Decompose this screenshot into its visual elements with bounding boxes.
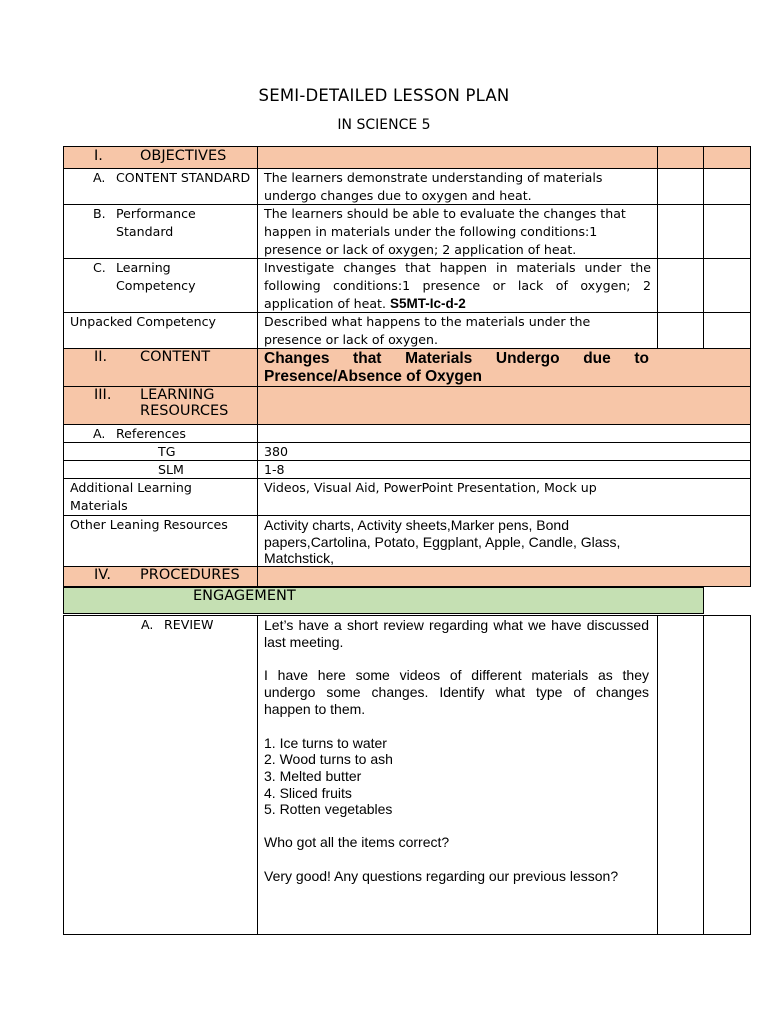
content-label: CONTENT — [140, 349, 211, 365]
content-header-cell — [63, 348, 258, 387]
slm-value-cell — [257, 460, 751, 479]
content-standard-marker: A. — [93, 170, 106, 185]
procedures-number: IV. — [94, 567, 111, 583]
tg-label: TG — [158, 444, 176, 459]
content-standard-label: CONTENT STANDARD — [116, 170, 251, 185]
objectives-header-extra-2 — [703, 146, 751, 169]
content-standard-extra-1 — [657, 168, 704, 205]
resources-number: III. — [94, 387, 112, 403]
other-resources-value: Activity charts, Activity sheets,Marker pens, Bond papers,Cartolina, Potato, Eggplant, Apple, Candle, Glass, Matchstick, — [264, 517, 621, 567]
review-marker: A. — [141, 617, 154, 632]
content-standard-value: The learners demonstrate understanding of materials undergo changes due to oxygen and heat. — [264, 170, 603, 203]
objectives-number: I. — [94, 148, 103, 164]
learning-competency-extra-2 — [703, 258, 751, 313]
unpacked-competency-label: Unpacked Competency — [70, 314, 216, 329]
document-title: SEMI-DETAILED LESSON PLAN — [258, 86, 510, 105]
performance-standard-label: Performance Standard — [116, 206, 196, 239]
content-standard-label-cell — [63, 168, 258, 205]
additional-materials-label: Additional Learning Materials — [70, 480, 192, 513]
learning-competency-value: Investigate changes that happen in materials under the following conditions:1 presence or lack of oxygen; 2 application of heat. — [264, 260, 651, 311]
list-item: 3. Melted butter — [264, 767, 362, 784]
other-resources-label-cell — [63, 515, 258, 567]
learning-competency-code: S5MT-Ic-d-2 — [390, 296, 466, 311]
tg-label-cell — [63, 442, 258, 461]
review-extra-1 — [657, 615, 704, 935]
unpacked-competency-value-cell — [257, 312, 658, 349]
list-item: 2. Wood turns to ash — [264, 751, 393, 768]
objectives-header-cell — [63, 146, 258, 169]
review-content-cell — [257, 615, 658, 935]
procedures-label: PROCEDURES — [140, 567, 240, 583]
tg-value-cell — [257, 442, 751, 461]
content-standard-value-cell — [257, 168, 658, 205]
resources-header-value — [257, 386, 751, 425]
document-subtitle: IN SCIENCE 5 — [337, 117, 431, 133]
procedures-header-value — [257, 566, 751, 587]
resources-header-cell — [63, 386, 258, 425]
review-label-cell — [63, 615, 258, 935]
content-value: Changes that Materials Undergo due to Presence/Absence of Oxygen — [264, 350, 649, 385]
content-number: II. — [94, 349, 108, 365]
list-item: 1. Ice turns to water — [264, 734, 387, 751]
review-items-list — [264, 735, 649, 819]
references-label-cell — [63, 424, 258, 443]
references-label: References — [116, 426, 186, 441]
review-intro: Let’s have a short review regarding what we have discussed last meeting. — [264, 617, 649, 650]
slm-label-cell — [63, 460, 258, 479]
tg-value: 380 — [264, 444, 289, 459]
other-resources-value-cell — [257, 515, 751, 567]
additional-materials-value-cell — [257, 478, 751, 516]
additional-materials-value: Videos, Visual Aid, PowerPoint Presentation, Mock up — [264, 480, 597, 495]
slm-value: 1-8 — [264, 462, 285, 477]
review-videos-text: I have here some videos of different materials as they undergo some changes. Identify what type of changes happen to them. — [264, 667, 649, 717]
unpacked-competency-value: Described what happens to the materials under the presence or lack of oxygen. — [264, 314, 591, 347]
unpacked-competency-extra-2 — [703, 312, 751, 349]
objectives-header-value — [257, 146, 658, 169]
performance-standard-value: The learners should be able to evaluate the changes that happen in materials under the following conditions:1 presence or lack of oxygen; 2 application of heat. — [264, 206, 626, 257]
objectives-label: OBJECTIVES — [140, 148, 227, 164]
procedures-header-cell — [63, 566, 258, 587]
learning-competency-value-cell — [257, 258, 658, 313]
slm-label: SLM — [158, 462, 184, 477]
performance-standard-extra-2 — [703, 204, 751, 259]
references-value-cell — [257, 424, 751, 443]
list-item: 5. Rotten vegetables — [264, 801, 393, 818]
learning-competency-marker: C. — [93, 260, 106, 275]
unpacked-competency-extra-1 — [657, 312, 704, 349]
list-item: 4. Sliced fruits — [264, 784, 352, 801]
content-value-cell — [257, 348, 751, 387]
review-extra-2 — [703, 615, 751, 935]
learning-competency-label: Learning Competency — [116, 260, 196, 293]
resources-label: LEARNING RESOURCES — [140, 387, 229, 419]
unpacked-competency-label-cell — [63, 312, 258, 349]
performance-standard-marker: B. — [93, 206, 106, 221]
additional-materials-label-cell — [63, 478, 258, 516]
performance-standard-extra-1 — [657, 204, 704, 259]
other-resources-label: Other Leaning Resources — [70, 517, 228, 532]
learning-competency-extra-1 — [657, 258, 704, 313]
learning-competency-label-cell — [63, 258, 258, 313]
review-closing: Very good! Any questions regarding our previous lesson? — [264, 867, 619, 884]
content-standard-extra-2 — [703, 168, 751, 205]
performance-standard-label-cell — [63, 204, 258, 259]
review-question: Who got all the items correct? — [264, 834, 450, 851]
review-label: REVIEW — [164, 617, 214, 632]
references-marker: A. — [93, 426, 106, 441]
engagement-label: ENGAGEMENT — [193, 588, 296, 604]
objectives-header-extra-1 — [657, 146, 704, 169]
performance-standard-value-cell — [257, 204, 658, 259]
engagement-banner — [63, 587, 704, 614]
